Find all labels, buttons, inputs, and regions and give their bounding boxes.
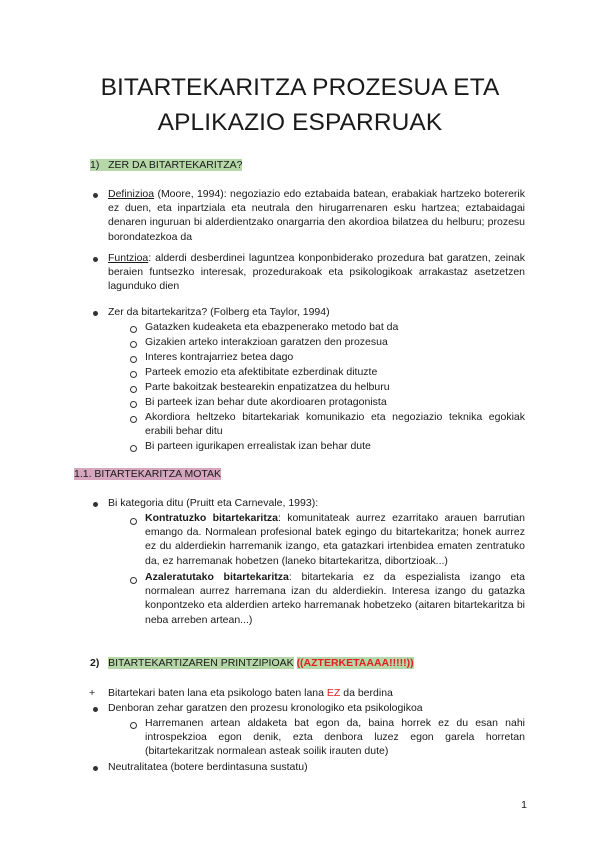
subitem-6: Bi parteek izan behar dute akordioaren protagonista [145, 396, 387, 408]
azaleratutako-paragraph [145, 570, 525, 627]
azaleratutako-term: Azaleratutako bitartekaritza [145, 571, 289, 583]
circle-bullet-icon [130, 518, 137, 525]
circle-bullet-icon [130, 722, 137, 729]
kontratuzko-term: Kontratuzko bitartekaritza [145, 512, 278, 524]
document-title [40, 70, 560, 140]
subitem-3: Interes kontrajarriez betea dago [145, 351, 294, 363]
subitem-8: Bi parteen igurikapen errealistak izan behar dute [145, 440, 371, 452]
section-2-heading [88, 656, 416, 670]
principle-2: Denboran zehar garatzen den prozesu kronologiko eta psikologikoa [108, 702, 423, 714]
subitem-1: Gatazken kudeaketa eta ebazpenerako metodo bat da [145, 321, 399, 333]
kontratuzko-text: : komunitateak aurrez ezarritako arauen barrutian emango da. Normalean profesional batek egingo du bitartekaritza; honek aurrez ez du alderdiekin harremanik izango, eta gatazkari irtenbidea ematen zentratuko da, ez harremanak hobetzen (laneko bitartekaritza, dibortzioak...) [145, 512, 525, 567]
title-line-1: BITARTEKARITZA PROZESUA ETA [100, 74, 500, 101]
subitem-2: Gizakien arteko interakzioan garatzen den prozesua [145, 336, 388, 348]
plus-marker: + [89, 687, 96, 699]
circle-bullet-icon [130, 356, 137, 363]
principle-1-a: Bitartekari baten lana eta psikologo baten lana [108, 687, 327, 699]
definizioa-text: (Moore, 1994): negoziazio edo eztabaida batean, erabakiak hartzeko botererik ez duen, eta inpartziala eta neutrala den hirugarrenaren esku hartzea; eztabaidagai denaren inguruan bi alderdientzako onargarria den akordioa bilatzea du helburu; prozesu borondatezkoa da [108, 188, 525, 243]
circle-bullet-icon [130, 386, 137, 393]
section-1-heading [88, 158, 244, 172]
principle-1 [108, 686, 525, 700]
page-number: 1 [521, 799, 527, 811]
funtzioa-text: : alderdi desberdinei laguntzea konponbiderako prozedura bat garatzen, zeinak beraien funtsezko interesak, prozedurakoak eta psikologikoak arrakastaz asetzetzen lagunduko dien [108, 252, 525, 293]
bullet-dot-icon [93, 707, 98, 712]
principle-1-ez: EZ [326, 687, 341, 699]
principle-2-sub: Harremanen artean aldaketa bat egon da, baina horrek ez du esan nahi introspekzioa egon denik, ezta denbora luzez egon garela horretan (bitartekaritzak normalean asteak soilik irauten dute) [145, 717, 525, 758]
title-line-2: APLIKAZIO ESPARRUAK [157, 109, 443, 136]
kontratuzko-paragraph [145, 511, 525, 568]
section-1-heading-text: 1) ZER DA BITARTEKARITZA? [90, 159, 243, 171]
circle-bullet-icon [130, 401, 137, 408]
categories-intro: Bi kategoria ditu (Pruitt eta Carnevale, 1993): [108, 497, 319, 509]
subitem-5: Parte bakoitzak bestearekin enpatizatzea du helburu [145, 381, 390, 393]
definizioa-paragraph [108, 187, 525, 244]
definizioa-term: Definizioa [108, 188, 155, 200]
subitem-7: Akordiora heltzeko bitartekariak komunikazio eta negoziazio teknika egokiak erabili behar ditu [145, 411, 525, 438]
principle-3: Neutralitatea (botere berdintasuna sustatu) [108, 761, 308, 773]
circle-bullet-icon [130, 371, 137, 378]
circle-bullet-icon [130, 326, 137, 333]
funtzioa-term: Funtzioa [108, 252, 149, 264]
azaleratutako-text: : bitartekaria ez da espezialista izango eta normalean aurrez harremana izan du alderdiekin. Interesa izango du gatazka konpontzeko eta alderdien arteko harremanak hobetzeko (aitaren bitartekaritza bi neba arreben artean...) [145, 571, 525, 626]
section-1-1-heading-text: 1.1. BITARTEKARITZA MOTAK [74, 468, 222, 480]
bullet-dot-icon [93, 193, 98, 198]
circle-bullet-icon [130, 341, 137, 348]
funtzioa-paragraph [108, 251, 525, 294]
bullet-dot-icon [93, 257, 98, 262]
bullet-dot-icon [93, 502, 98, 507]
bullet-dot-icon [93, 311, 98, 316]
circle-bullet-icon [130, 416, 137, 423]
question-text: Zer da bitartekaritza? (Folberg eta Taylor, 1994) [108, 306, 330, 318]
circle-bullet-icon [130, 577, 137, 584]
section-2-num: 2) [90, 657, 100, 669]
section-2-heading-text: BITARTEKARTIZAREN PRINTZIPIOAK [108, 657, 294, 669]
subitem-4: Parteek emozio eta afektibitate ezberdinak dituzte [145, 366, 378, 378]
principle-1-b: da berdina [340, 687, 393, 699]
section-1-1-heading [72, 467, 223, 481]
circle-bullet-icon [130, 445, 137, 452]
section-2-alert: ((AZTERKETAAAA!!!!!)) [296, 657, 414, 669]
bullet-dot-icon [93, 766, 98, 771]
